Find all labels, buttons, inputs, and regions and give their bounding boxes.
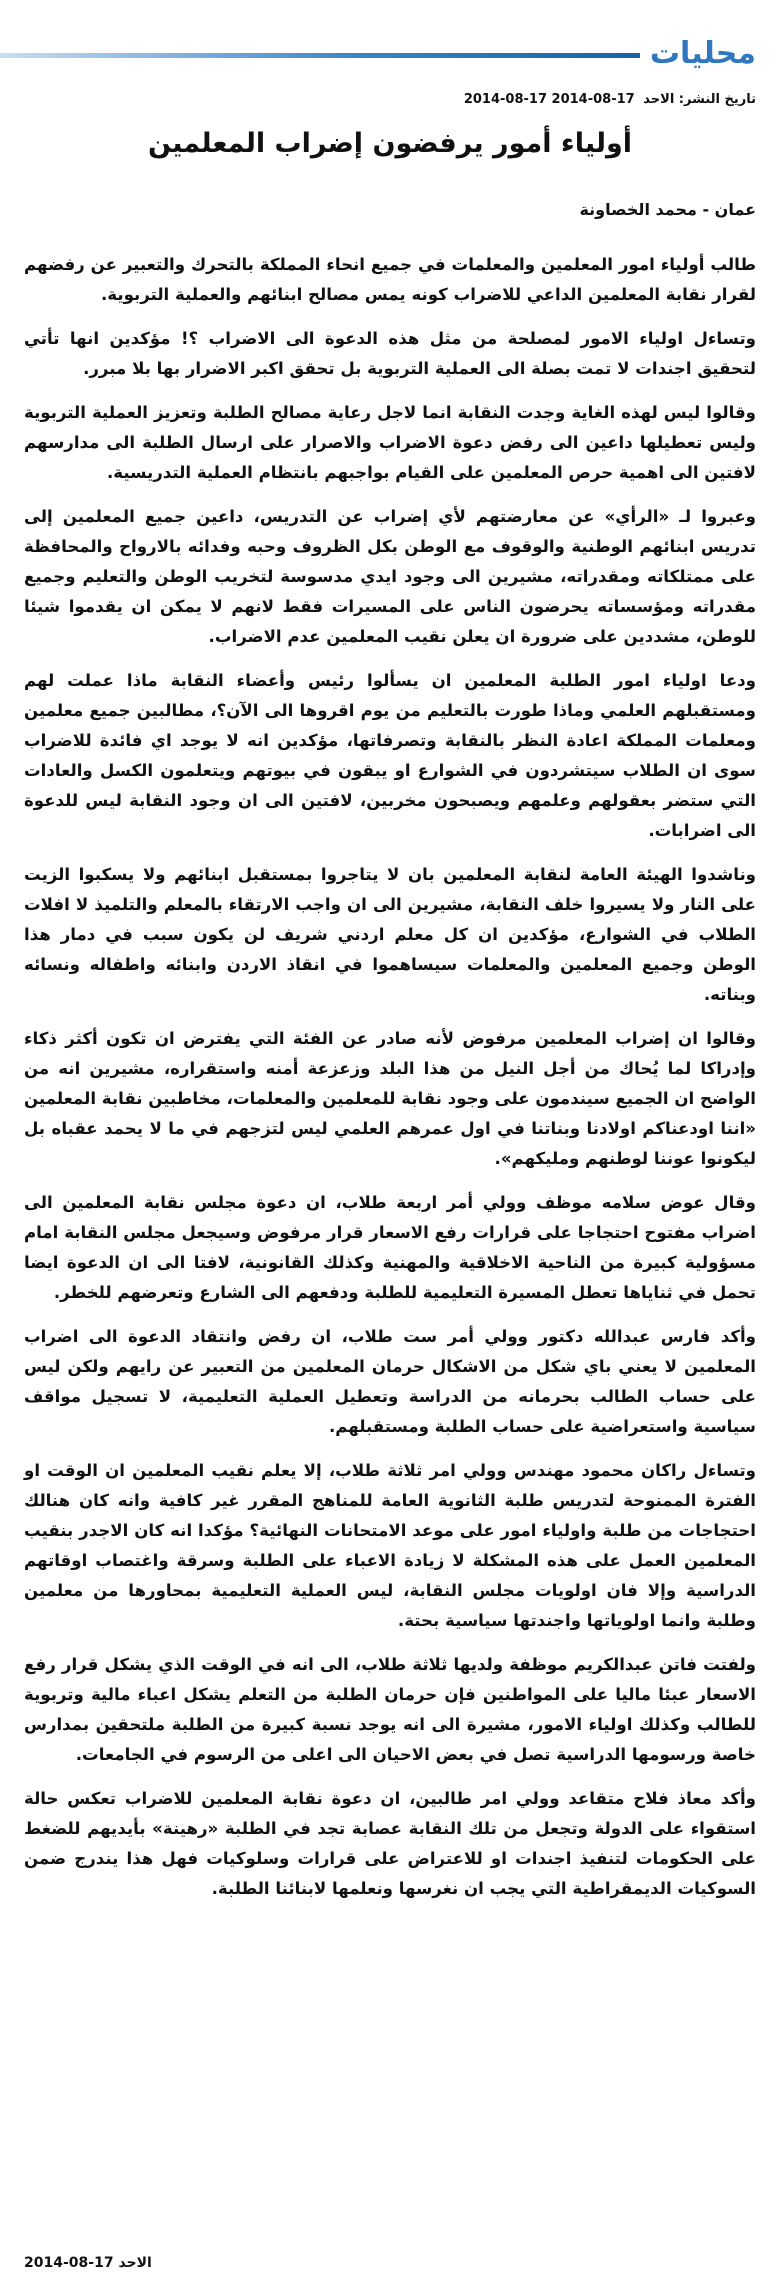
publish-date-value: 17-08-2014 17-08-2014: [463, 92, 635, 107]
footer-day: الاحد: [118, 2255, 152, 2271]
paragraph: طالب أولياء امور المعلمين والمعلمات في جميع انحاء المملكة بالتحرك والتعبير عن رفضهم لقرار نقابة المعلمين الداعي للاضراب كونه يمس مصالح ابنائهم والعملية التربوية.: [24, 255, 756, 304]
section-header-rule: [0, 53, 650, 58]
publish-date-line: [464, 92, 756, 107]
paragraph: ودعا اولياء امور الطلبة المعلمين ان يسألوا رئيس وأعضاء النقابة ماذا عملت لهم ومستقبلهم العلمي وماذا طورت بالتعليم من يوم اقروها الى الآن؟، مطالبين جميع معلمين ومعلمات المملكة اعادة النظر بالنقابة وتصرفاتها، مؤكدين انه لا يوجد اي فائدة للاضراب سوى ان الطلاب سيتشردون في الشوارع او يبقون في بيوتهم ويتعلمون الكسل والعادات التي ستضر بعقولهم وعلمهم ويصبحون مخربين، لافتين الى ان وجود النقابة ليس للدعوة الى اضرابات.: [24, 671, 756, 840]
paragraph: وتساءل راكان محمود مهندس وولي امر ثلاثة طلاب، إلا يعلم نقيب المعلمين ان الوقت او الفترة الممنوحة لتدريس طلبة الثانوية العامة للمناهج المقرر غير كافية وانه كان هنالك احتجاجات من طلبة واولياء امور على موعد الامتحانات النهائية؟ مؤكدا انه كان الاجدر بنقيب المعلمين العمل على هذه المشكلة لا زيادة الاعباء على الطلبة وسرقة واغتصاب اوقاتهم الدراسية وإلا فان اولويات مجلس النقابة، ليس العملية التعليمية بمحاورها من معلمين وطلبة وانما اولوياتها واجندتها سياسية بحتة.: [24, 1461, 756, 1630]
paragraph: وقالوا ان إضراب المعلمين مرفوض لأنه صادر عن الفئة التي يفترض ان تكون أكثر ذكاء وإدراكا لما يُحاك من أجل النيل من هذا البلد وزعزعة أمنه واستقراره، مشيرين انه من الواضح ان الجميع سيندمون على وجود نقابة للمعلمين والمعلمات، مخاطبين نقابة المعلمين «اننا اودعناكم اولادنا وبناتنا في اول عمرهم العلمي ليس لتزجهم في ما لا يحمد عقباه بل ليكونوا عوننا لوطنهم ومليكهم».: [24, 1029, 756, 1168]
paragraph: وقال عوض سلامه موظف وولي أمر اربعة طلاب، ان دعوة مجلس نقابة المعلمين الى اضراب مفتوح احتجاجا على قرارات رفع الاسعار قرار مرفوض وسيجعل مجلس النقابة امام مسؤولية كبيرة من الناحية الاخلاقية والمهنية وكذلك القانونية، لافتا الى ان الدعوة ايضا تحمل في ثناياها تعطل المسيرة التعليمية للطلبة ودفعهم الى الشارع وتعرضهم للخطر.: [24, 1193, 756, 1302]
paragraph: وتساءل اولياء الامور لمصلحة من مثل هذه الدعوة الى الاضراب ؟! مؤكدين انها تأتي لتحقيق اجندات لا تمت بصلة الى العملية التربوية بل تحقق اكبر الاضرار بها بلا مبرر.: [24, 329, 756, 378]
paragraph: وقالوا ليس لهذه الغاية وجدت النقابة انما لاجل رعاية مصالح الطلبة وتعزيز العملية التربوية وليس تعطيلها داعين الى رفض دعوة الاضراب والاصرار على ارسال الطلبة الى مدارسهم لافتين الى اهمية حرص المعلمين على القيام بواجبهم بانتظام العملية التدريسية.: [24, 403, 756, 482]
publish-date-label: تاريخ النشر: الاحد: [643, 92, 756, 107]
article-body: [24, 250, 756, 1918]
paragraph: وأكد معاذ فلاح متقاعد وولي امر طالبين، ان دعوة نقابة المعلمين للاضراب تعكس حالة استقواء على الدولة وتجعل من تلك النقابة عصابة تجد في الطلبة «رهينة» بأيديهم للضغط على الحكومات لتنفيذ اجندات او للاعتراض على قرارات وسلوكيات فهل هذا يندرج ضمن السوكيات الديمقراطية التي يجب ان نغرسها ونعلمها لابنائنا الطلبة.: [24, 1789, 756, 1898]
footer-date-value: 17-08-2014: [24, 2255, 114, 2271]
paragraph: ولفتت فاتن عبدالكريم موظفة ولديها ثلاثة طلاب، الى انه في الوقت الذي يشكل قرار رفع الاسعار عبئا ماليا على المواطنين فإن حرمان الطلبة من التعلم يشكل اعباء مالية وتربوية للطالب وكذلك اولياء الامور، مشيرة الى انه يوجد نسبة كبيرة من الطلبة ملتحقين بمدارس خاصة ورسومها الدراسية تصل في بعض الاحيان الى اعلى من الرسوم في الجامعات.: [24, 1655, 756, 1764]
byline: عمان - محمد الخصاونة: [579, 200, 756, 219]
section-title: محليات: [640, 36, 756, 71]
paragraph: وأكد فارس عبدالله دكتور وولي أمر ست طلاب، ان رفض وانتقاد الدعوة الى اضراب المعلمين لا يعني باي شكل من الاشكال حرمان المعلمين من التعبير عن رايهم ولكن ليس على حساب الطالب بحرمانه من الدراسة وتعطيل العملية التعليمية، لا تسجيل مواقف سياسية واستعراضية على حساب الطلبة ومستقبلهم.: [24, 1327, 756, 1436]
article-title: أولياء أمور يرفضون إضراب المعلمين: [147, 128, 633, 159]
footer-date: [24, 2255, 152, 2271]
paragraph: وناشدوا الهيئة العامة لنقابة المعلمين بان لا يتاجروا بمستقبل ابنائهم ولا يسكبوا الزيت على النار ولا يسيروا خلف النقابة، مشيرين الى ان واجب الارتقاء بالمعلم والتلميذ لا افلات الطلاب في الشوارع، مؤكدين ان كل معلم اردني شريف لن يكون سبب في دمار هذا الوطن وجميع المعلمين والمعلمات سيساهموا في انقاذ الاردن وابنائه واطفاله ونسائه وبناته.: [24, 865, 756, 1004]
paragraph: وعبروا لـ «الرأي» عن معارضتهم لأي إضراب عن التدريس، داعين جميع المعلمين إلى تدريس ابنائهم الوطنية والوقوف مع الوطن بكل الظروف وحبه وفدائه بالارواح والمحافظة على ممتلكاته ومقدراته، مشيرين الى وجود ايدي مدسوسة لتخريب الوطن والتعليم وجميع مقدراته ومؤسساته يحرضون الناس على المسيرات فقط لانهم لا يمكن ان يقدموا شيئا للوطن، مشددين على ضرورة ان يعلن نقيب المعلمين عدم الاضراب.: [24, 507, 756, 646]
